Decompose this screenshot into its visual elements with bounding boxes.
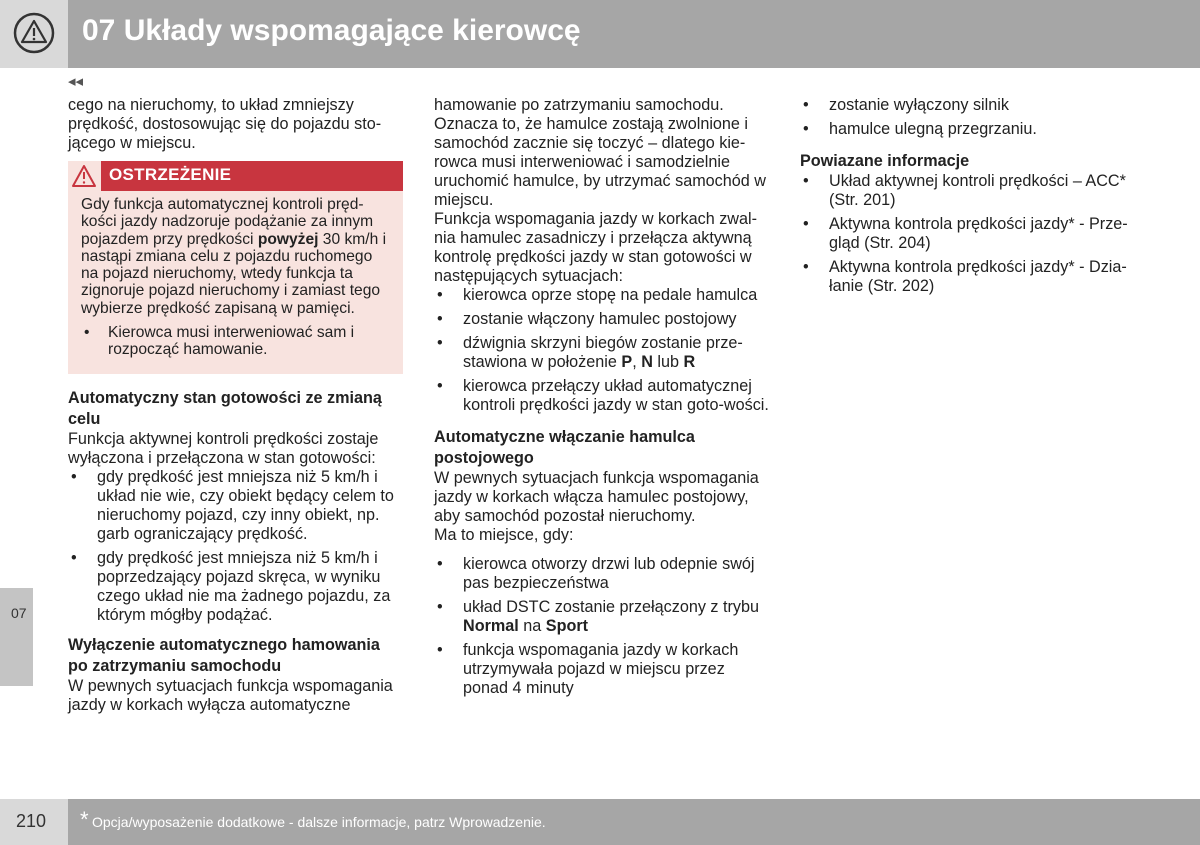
intro-paragraph: cego na nieruchomy, to układ zmniejszy prędkość, dostosowując się do pojazdu sto-jącego w miejscu. [68, 96, 382, 152]
list-item [800, 120, 1140, 139]
list-item [68, 549, 403, 625]
bullet-list [434, 555, 774, 698]
side-tab-label: 07 [11, 605, 27, 621]
column-1 [68, 96, 403, 715]
bullet-list [68, 468, 403, 625]
related-link[interactable] [800, 258, 1140, 296]
bullet-icon: • [71, 548, 77, 567]
bullet-icon: • [803, 258, 809, 276]
warning-triangle-icon [71, 164, 97, 188]
column-2 [434, 96, 774, 703]
header-icon-box [0, 0, 68, 68]
list-item [68, 468, 403, 544]
text-part: układ DSTC zostanie przełączony z trybu [463, 598, 759, 616]
warning-text [81, 196, 389, 317]
paragraph: Ma to miejsce, gdy: [434, 526, 574, 544]
list-item [434, 310, 774, 329]
list-item [434, 598, 774, 636]
chapter-header [0, 0, 1200, 68]
section-heading: Automatyczny stan gotowości ze zmianą celu [68, 388, 382, 428]
warning-title: OSTRZEŻENIE [109, 165, 232, 184]
paragraph: Funkcja aktywnej kontroli prędkości zostaje wyłączona i przełączona w stan gotowości: [68, 429, 379, 467]
text-part: dźwignia skrzyni biegów zostanie prze-stawiona w położenie [463, 334, 743, 371]
paragraph: Funkcja wspomagania jazdy w korkach zwal-nia hamulec zasadniczy i przełącza aktywną kontrolę prędkości jazdy w stan gotowości w następujących sytuacjach: [434, 210, 757, 285]
page-number: 210 [16, 811, 47, 831]
gear-r: R [683, 353, 696, 371]
mode-normal: Normal [463, 617, 519, 635]
related-link[interactable] [800, 215, 1140, 253]
warning-text-part: Gdy funkcja automatycznej kontroli pręd-kości jazdy nadzoruje podążanie za innym pojazdem przy prędkości [81, 196, 374, 248]
section-heading: Wyłączenie automatycznego hamowania po zatrzymaniu samochodu [68, 635, 380, 675]
list-item [800, 96, 1140, 115]
bullet-icon: • [437, 286, 443, 304]
related-link-text[interactable]: Aktywna kontrola prędkości jazdy* - Dzia-łanie (Str. 202) [829, 258, 1127, 295]
section-heading: Automatyczne włączanie hamulca postojowego [434, 428, 695, 467]
list-item-text: kierowca otworzy drzwi lub odepnie swój pas bezpieczeństwa [463, 555, 755, 592]
list-item-text: funkcja wspomagania jazdy w korkach utrzymywała pojazd w miejscu przez ponad 4 minuty [463, 641, 739, 697]
list-item [81, 324, 389, 359]
list-item [434, 641, 774, 698]
bullet-icon: • [437, 598, 443, 616]
column-3 [800, 96, 1140, 301]
text-part: , [632, 353, 642, 371]
list-item-text: zostanie włączony hamulec postojowy [463, 310, 737, 328]
list-item [434, 377, 774, 415]
list-item-text: kierowca oprze stopę na pedale hamulca [463, 286, 758, 304]
bullet-list [434, 286, 774, 415]
list-item-text: gdy prędkość jest mniejsza niż 5 km/h i układ nie wie, czy obiekt będący celem to nieruchomy pojazd, czy inny obiekt, np. garb ograniczający prędkość. [97, 467, 394, 543]
list-item [434, 555, 774, 593]
bullet-icon: • [71, 467, 77, 486]
bullet-icon: • [803, 172, 809, 190]
list-item-text: hamulce ulegną przegrzaniu. [829, 120, 1037, 138]
bullet-list [800, 96, 1140, 139]
bullet-icon: • [803, 120, 809, 138]
list-item-text: zostanie wyłączony silnik [829, 96, 1009, 114]
list-item-text [463, 334, 743, 371]
bullet-icon: • [84, 324, 90, 342]
bullet-icon: • [803, 96, 809, 114]
list-item-text: gdy prędkość jest mniejsza niż 5 km/h i poprzedzający pojazd skręca, w wyniku czego układ nie ma żadnego pojazdu, za którym mógłby podążać. [97, 548, 391, 624]
footnote-star: * [80, 807, 89, 832]
gear-p: P [621, 353, 633, 371]
list-item [434, 286, 774, 305]
chapter-title: 07 Układy wspomagające kierowcę [82, 14, 581, 47]
footer-page-box [0, 799, 68, 845]
related-link-text[interactable]: Aktywna kontrola prędkości jazdy* - Prze-gląd (Str. 204) [829, 215, 1128, 252]
list-item [434, 334, 774, 372]
list-item-text: kierowca przełączy układ automatycznej kontroli prędkości jazdy w stan goto-wości. [463, 377, 769, 414]
paragraph: hamowanie po zatrzymaniu samochodu. Oznacza to, że hamulce zostają zwolnione i samochód zacznie się toczyć – dlatego kie-rowca musi interweniować i samodzielnie uruchomić hamulce, by utrzymać samochód w miejscu. [434, 96, 766, 209]
warning-triangle-icon [13, 12, 55, 54]
page-footer [0, 799, 1200, 845]
text-part: na [518, 617, 546, 635]
bullet-icon: • [437, 334, 443, 352]
warning-text-part: 30 km/h i nastąpi zmiana celu z pojazdu ruchomego na pojazd nieruchomy, wtedy funkcja ta zignoruje pojazd nieruchomy i zamiast tego wybierze prędkość zapisaną w pamięci. [81, 230, 387, 317]
chapter-side-tab [0, 588, 33, 686]
related-links-list [800, 172, 1140, 296]
warning-body [68, 191, 403, 359]
warning-box [68, 161, 403, 374]
bullet-icon: • [437, 641, 443, 659]
related-link-text[interactable]: Układ aktywnej kontroli prędkości – ACC* (Str. 201) [829, 172, 1126, 209]
paragraph: W pewnych sytuacjach funkcja wspomagania jazdy w korkach wyłącza automatyczne [68, 676, 393, 714]
warning-list [81, 324, 389, 359]
mode-sport: Sport [545, 617, 589, 635]
warning-header [68, 161, 403, 191]
bullet-icon: • [437, 377, 443, 395]
list-item-text [463, 598, 759, 635]
paragraph: W pewnych sytuacjach funkcja wspomagania jazdy w korkach włącza hamulec postojowy, aby samochód pozostał nieruchomy. [434, 469, 759, 525]
bullet-icon: • [803, 215, 809, 233]
list-item-text: Kierowca musi interweniować sam i rozpocząć hamowanie. [108, 324, 355, 359]
text-part: lub [652, 353, 684, 371]
warning-icon-box [68, 161, 101, 191]
related-info-heading: Powiazane informacje [800, 152, 970, 170]
bullet-icon: • [437, 310, 443, 328]
gear-n: N [641, 353, 653, 371]
bullet-icon: • [437, 555, 443, 573]
footnote-text: Opcja/wyposażenie dodatkowe - dalsze informacje, patrz Wprowadzenie. [92, 814, 546, 830]
related-link[interactable] [800, 172, 1140, 210]
warning-text-bold: powyżej [257, 230, 319, 248]
continued-marker: ◂◂ [68, 73, 84, 90]
